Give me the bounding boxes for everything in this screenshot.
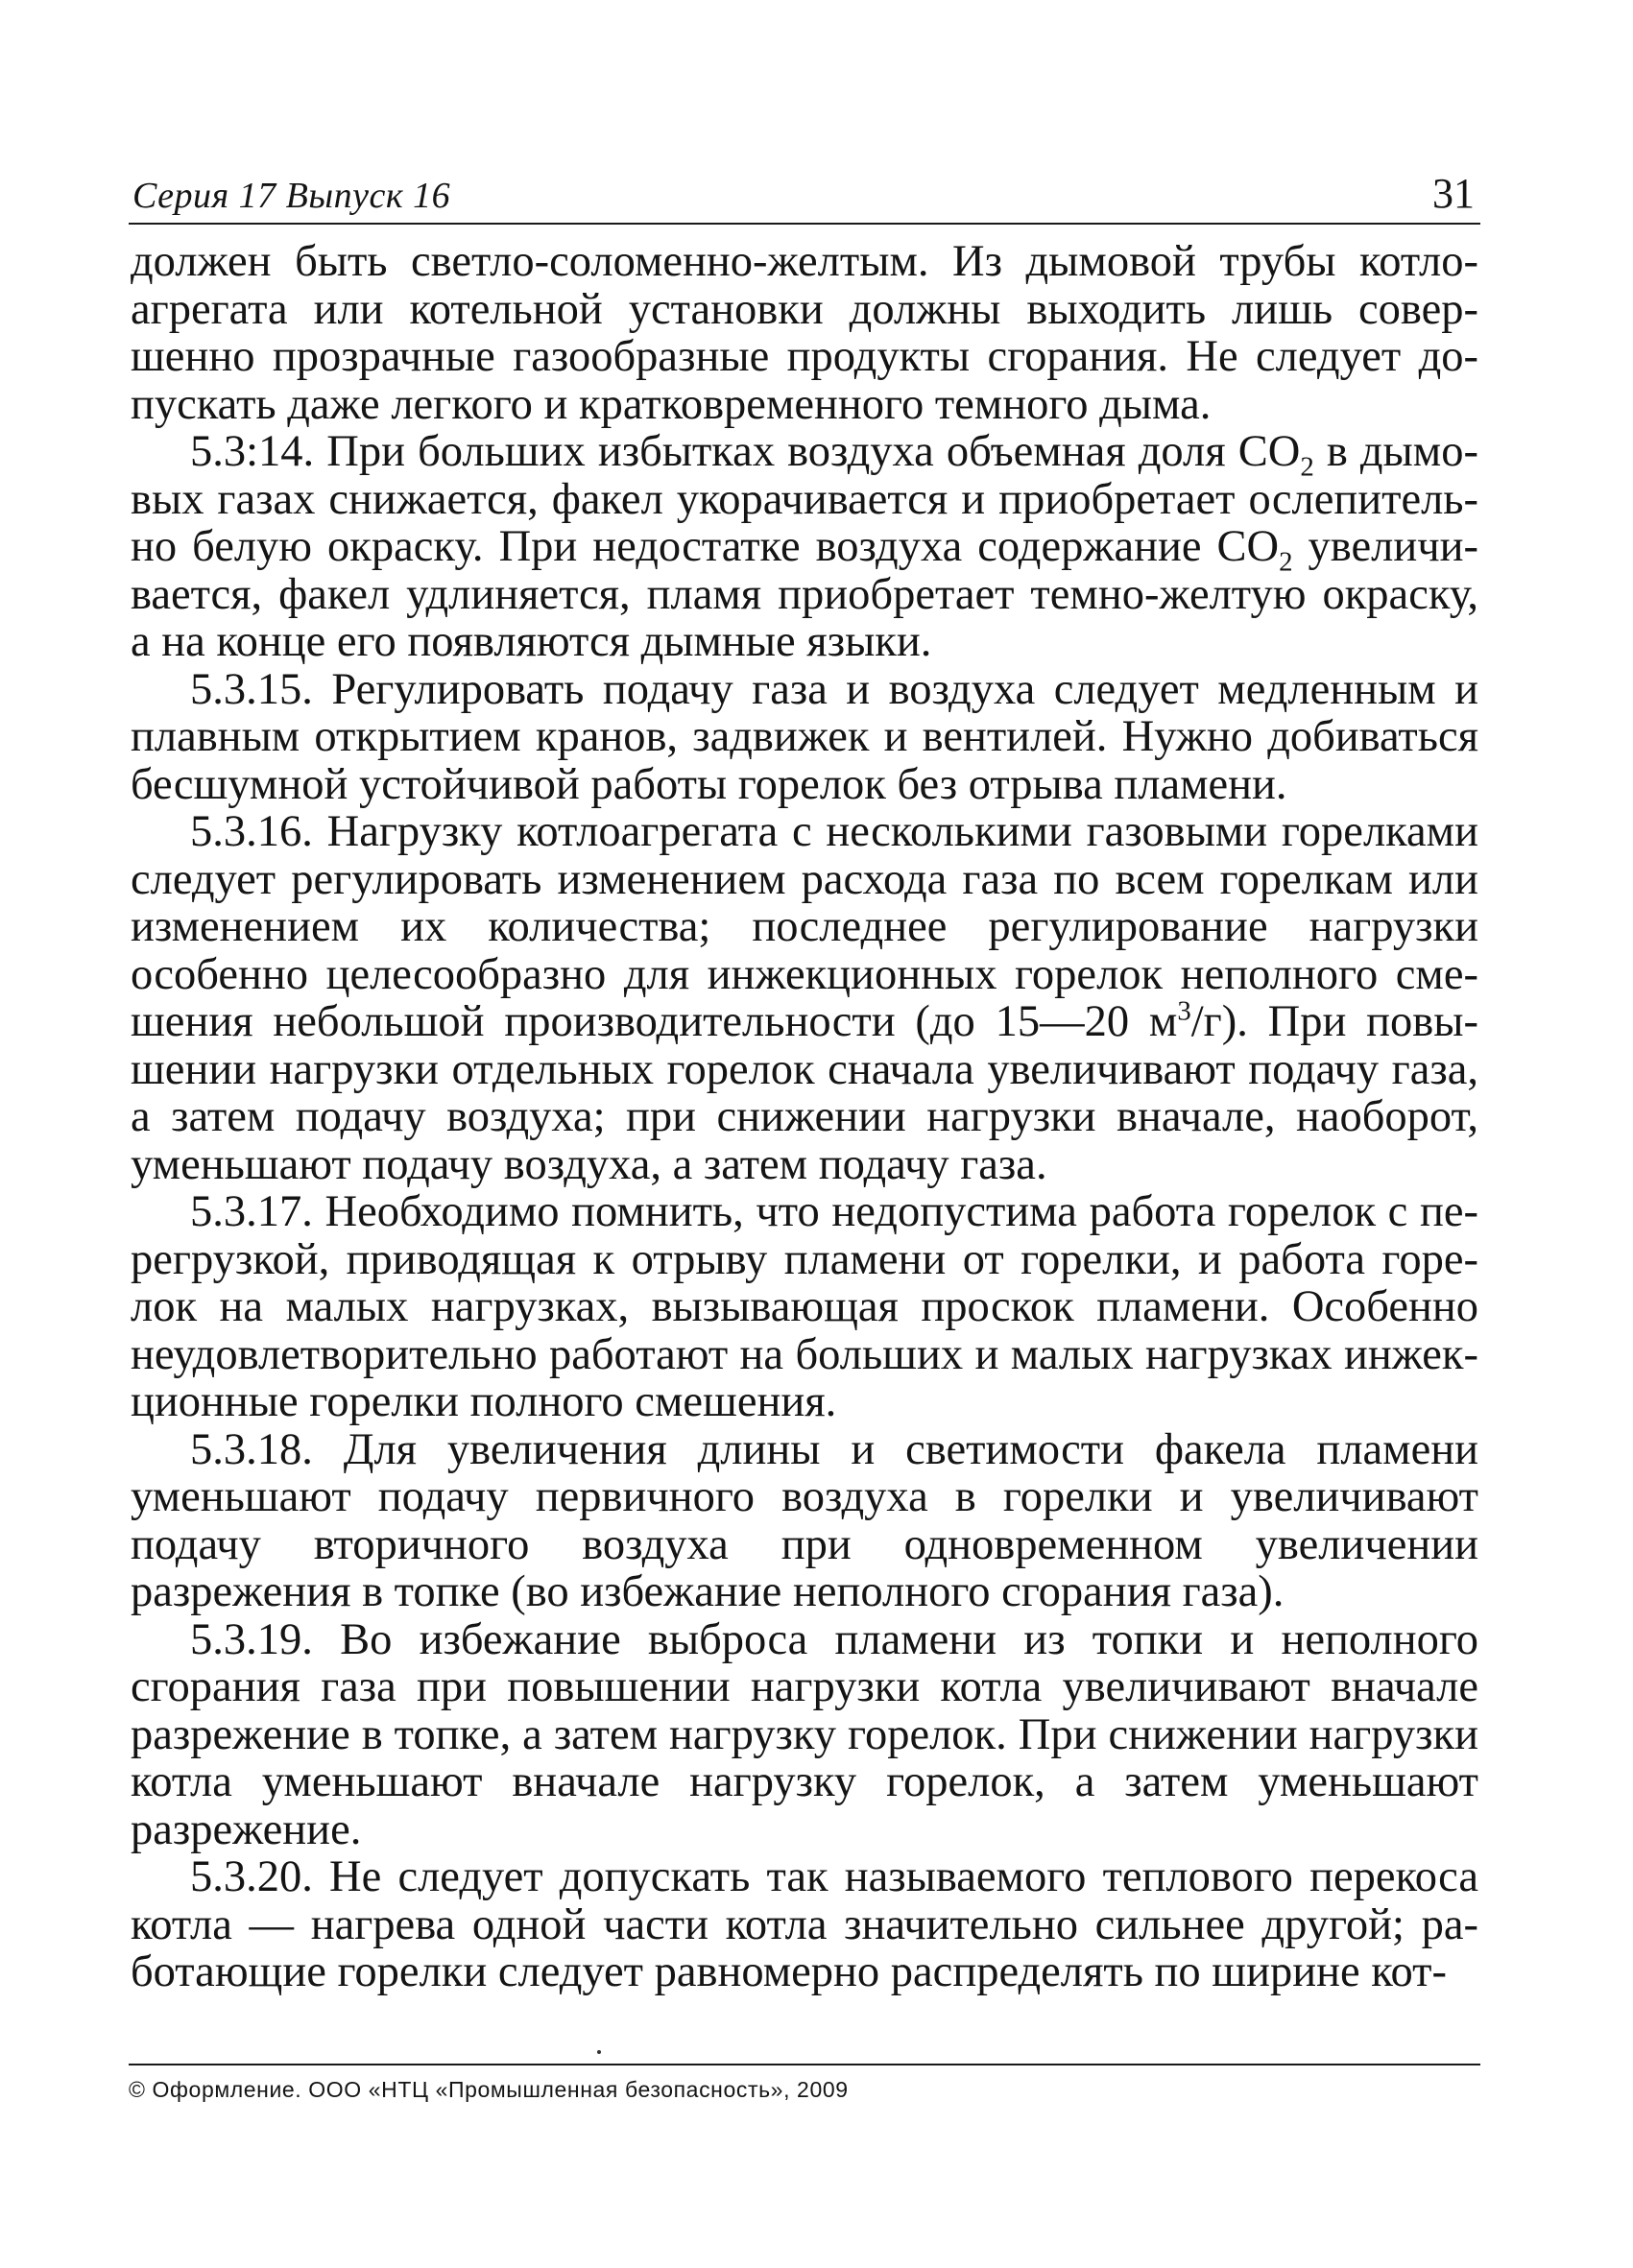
paragraph-5-3-17 — [131, 1188, 1478, 1426]
paragraph-text: 5.3.18. Для увеличения длины и светимости факела пламени уменьшают подачу первичного воздуха в горелки и увеличивают подачу вторичного воздуха при одновременном увеличении разрежения в топке (во избежание неполного сгорания газа). — [131, 1424, 1478, 1616]
paragraph-5-3-14 — [131, 428, 1478, 666]
paragraph-continuation — [131, 238, 1478, 428]
paragraph-text: 5.3.19. Во избежание выброса пламени из топки и неполного сгорания газа при повышении нагрузки котла увеличивают вначале разрежение в топке, а затем нагрузку горелок. При снижении нагрузки котла уменьшают вначале нагрузку горелок, а затем уменьшают разрежение. — [131, 1614, 1478, 1854]
paragraph-text: в дымовых газах снижается, факел укорачивается и приобретает ослепительно белую окраску. При недостатке воздуха содержание СО — [131, 427, 1478, 571]
copyright-notice: © Оформление. ООО «НТЦ «Промышленная безопасность», 2009 — [129, 2077, 849, 2102]
print-speck — [597, 2050, 601, 2054]
running-header — [129, 167, 1480, 225]
paragraph-5-3-18 — [131, 1426, 1478, 1616]
paragraph-text: 5.3.17. Необходимо помнить, что недопустима работа горелок с перегрузкой, приводящая к отрыву пламени от горелки, и работа горелок на малых нагрузках, вызывающая проскок пламени. Особенно неудовлетворительно работают на больших и малых нагрузках инжекционные горелки полного смешения. — [131, 1187, 1478, 1426]
paragraph-text: должен быть светло-соломенно-желтым. Из дымовой трубы котлоагрегата или котельной установки должны выходить лишь совершенно прозрачные газообразные продукты сгорания. Не следует допускать даже легкого и кратковременного темного дыма. — [131, 237, 1478, 429]
paragraph-5-3-19 — [131, 1616, 1478, 1854]
page-footer — [129, 2064, 1480, 2103]
paragraph-text: 5.3:14. При больших избытках воздуха объемная доля СО — [190, 427, 1301, 476]
paragraph-5-3-20 — [131, 1853, 1478, 1996]
superscript: 3 — [1177, 995, 1191, 1027]
paragraph-text: увеличивается, факел удлиняется, пламя приобретает темно-желтую окраску, а на конце его появляются дымные языки. — [131, 522, 1478, 666]
paragraph-5-3-15 — [131, 666, 1478, 809]
series-title: Серия 17 Выпуск 16 — [132, 176, 451, 216]
subscript: 2 — [1279, 546, 1293, 578]
page-number: 31 — [1432, 170, 1475, 217]
subscript: 2 — [1300, 451, 1314, 483]
paragraph-5-3-16 — [131, 808, 1478, 1188]
paragraph-text: 5.3.16. Нагрузку котлоагрегата с несколькими газовыми горелками следует регулировать изменением расхода газа по всем горелкам или изменением их количества; последнее регулирование нагрузки особенно целесообразно для инжекционных горелок неполного смешения небольшой производительности (до 15—20 м — [131, 807, 1478, 1046]
paragraph-text: /г). При повышении нагрузки отдельных горелок сначала увеличивают подачу газа, а затем подачу воздуха; при снижении нагрузки вначале, наоборот, уменьшают подачу воздуха, а затем подачу газа. — [131, 997, 1478, 1189]
paragraph-text: 5.3.20. Не следует допускать так называемого теплового перекоса котла — нагрева одной части котла значительно сильнее другой; работающие горелки следует равномерно распределять по ширине кот- — [131, 1852, 1478, 1996]
body-text — [131, 238, 1478, 1996]
paragraph-text: 5.3.15. Регулировать подачу газа и воздуха следует медленным и плавным открытием кранов, задвижек и вентилей. Нужно добиваться бесшумной устойчивой работы горелок без отрыва пламени. — [131, 664, 1478, 809]
